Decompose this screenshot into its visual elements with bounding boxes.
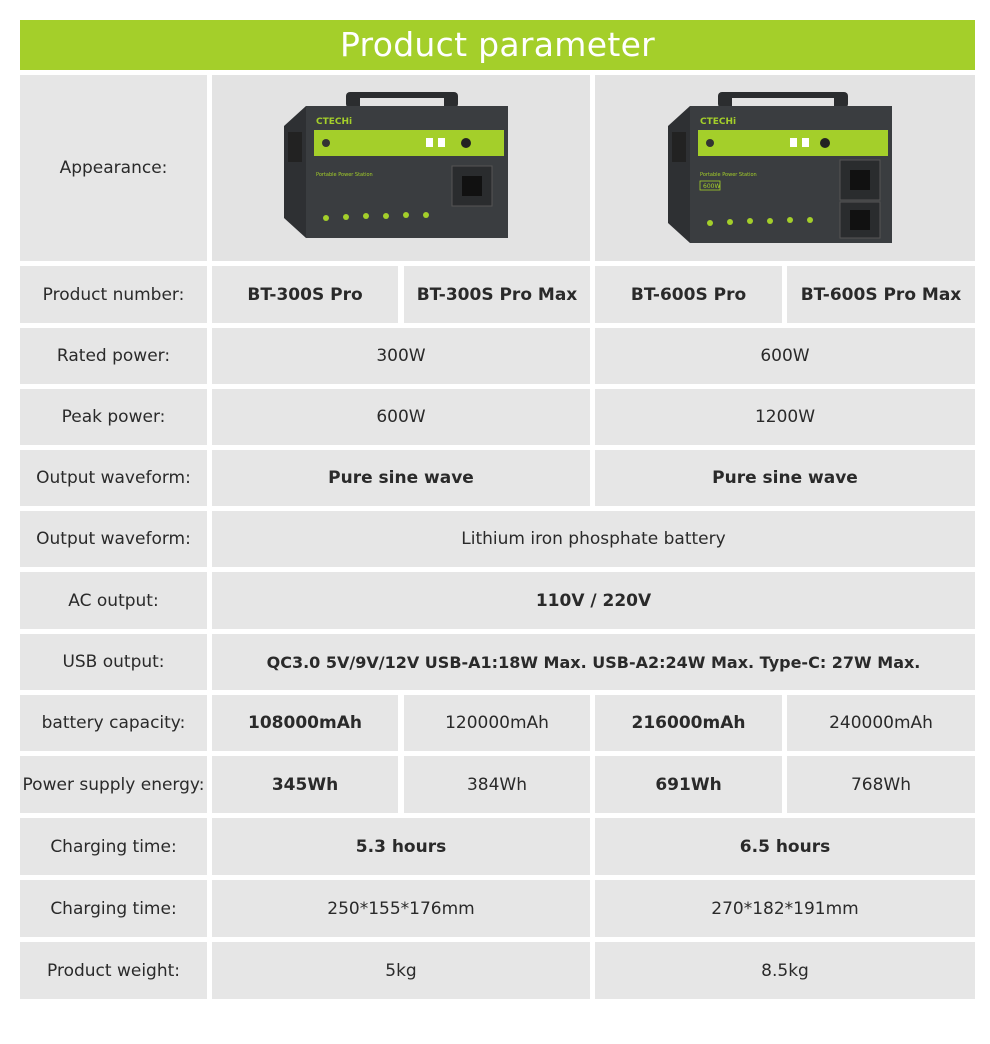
battery-type-label: Output waveform: xyxy=(20,511,207,567)
ac-output-label: AC output: xyxy=(20,572,207,629)
device-image-300 xyxy=(212,75,590,261)
appearance-label: Appearance: xyxy=(20,75,207,261)
energy-1: 345Wh xyxy=(212,756,398,813)
power-station-300-illustration xyxy=(276,88,526,248)
battery-capacity-2: 120000mAh xyxy=(404,695,590,751)
rated-power-label: Rated power: xyxy=(20,328,207,384)
output-waveform-1: Pure sine wave xyxy=(212,450,590,506)
energy-2: 384Wh xyxy=(404,756,590,813)
weight-label: Product weight: xyxy=(20,942,207,999)
brand-logo-600: CTECHi xyxy=(700,117,737,127)
charging-time-1: 5.3 hours xyxy=(212,818,590,875)
energy-3: 691Wh xyxy=(595,756,782,813)
weight-2: 8.5kg xyxy=(595,942,975,999)
peak-power-2: 1200W xyxy=(595,389,975,445)
energy-4: 768Wh xyxy=(787,756,975,813)
dimensions-2: 270*182*191mm xyxy=(595,880,975,937)
page-title: Product parameter xyxy=(20,20,975,70)
battery-type-value: Lithium iron phosphate battery xyxy=(212,511,975,567)
device-badge-600: 600W xyxy=(703,183,721,190)
weight-1: 5kg xyxy=(212,942,590,999)
usb-output-value: QC3.0 5V/9V/12V USB-A1:18W Max. USB-A2:24W Max. Type-C: 27W Max. xyxy=(212,634,975,690)
battery-capacity-1: 108000mAh xyxy=(212,695,398,751)
product-number-3: BT-600S Pro xyxy=(595,266,782,323)
output-waveform-2: Pure sine wave xyxy=(595,450,975,506)
output-waveform-label: Output waveform: xyxy=(20,450,207,506)
product-number-2: BT-300S Pro Max xyxy=(404,266,590,323)
rated-power-1: 300W xyxy=(212,328,590,384)
dimensions-1: 250*155*176mm xyxy=(212,880,590,937)
rated-power-2: 600W xyxy=(595,328,975,384)
ac-output-value: 110V / 220V xyxy=(212,572,975,629)
energy-label: Power supply energy: xyxy=(20,756,207,813)
usb-output-label: USB output: xyxy=(20,634,207,690)
charging-time-label: Charging time: xyxy=(20,818,207,875)
battery-capacity-4: 240000mAh xyxy=(787,695,975,751)
device-subtitle-300: Portable Power Station xyxy=(316,172,373,178)
battery-capacity-3: 216000mAh xyxy=(595,695,782,751)
power-station-600-illustration xyxy=(660,88,910,248)
product-number-1: BT-300S Pro xyxy=(212,266,398,323)
device-image-600 xyxy=(595,75,975,261)
dimensions-label: Charging time: xyxy=(20,880,207,937)
device-subtitle-600: Portable Power Station xyxy=(700,172,757,178)
brand-logo-300: CTECHi xyxy=(316,117,353,127)
peak-power-label: Peak power: xyxy=(20,389,207,445)
battery-capacity-label: battery capacity: xyxy=(20,695,207,751)
product-number-label: Product number: xyxy=(20,266,207,323)
product-number-4: BT-600S Pro Max xyxy=(787,266,975,323)
peak-power-1: 600W xyxy=(212,389,590,445)
charging-time-2: 6.5 hours xyxy=(595,818,975,875)
